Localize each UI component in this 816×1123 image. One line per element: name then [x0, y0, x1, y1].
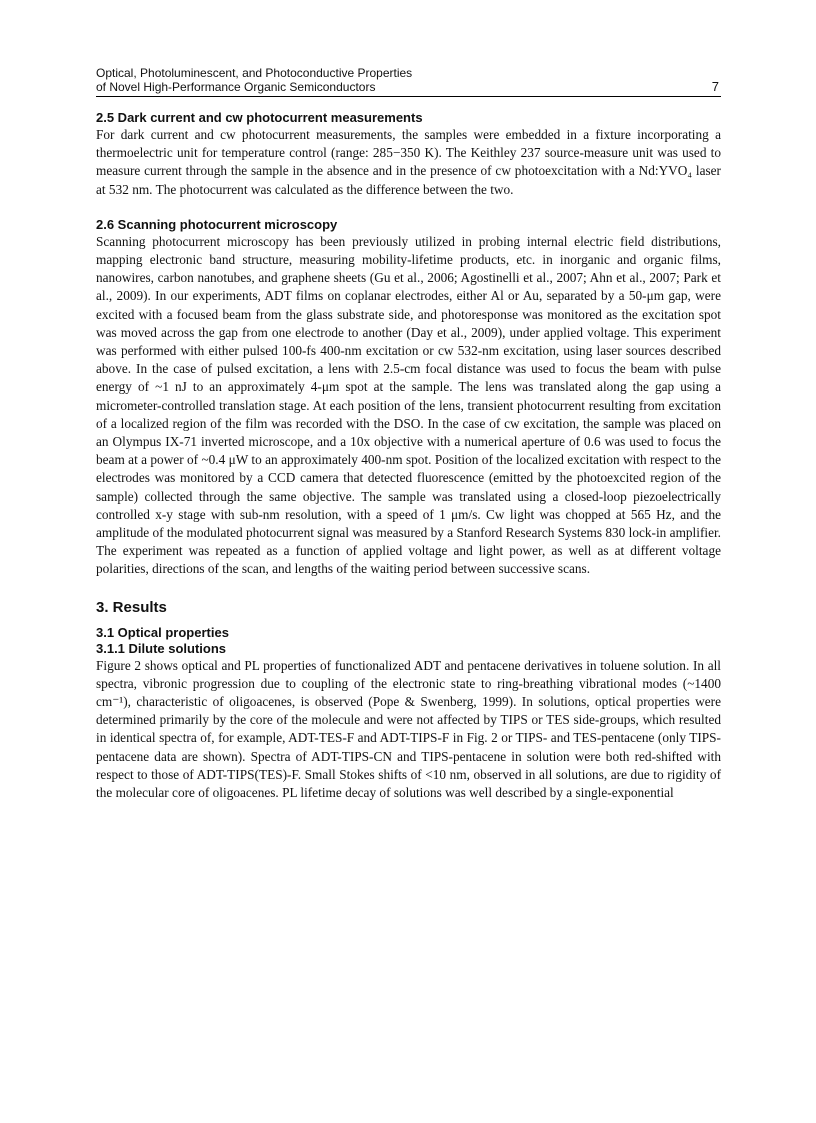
section-heading-2-6: 2.6 Scanning photocurrent microscopy — [96, 216, 338, 232]
running-title-line-1: Optical, Photoluminescent, and Photoconductive Properties — [96, 66, 413, 80]
paragraph-2-5: For dark current and cw photocurrent measurements, the samples were embedded in a fixture incorporating a thermoelectric unit for temperature control (range: 285−350 K). The Keithley 237 source-measure unit was used to measure current through the sample in the absence and in the presence of cw photoexcitation with a Nd:YVO₄ laser at 532 nm. The photocurrent was calculated as the difference between the two. — [96, 127, 721, 197]
page-number: 7 — [711, 79, 719, 94]
page — [96, 66, 721, 802]
running-header — [96, 66, 721, 97]
running-title — [96, 66, 721, 94]
running-title-line-2: of Novel High-Performance Organic Semiconductors — [96, 80, 376, 94]
section-heading-3: 3. Results — [96, 598, 167, 616]
paragraph-3-1-1: Figure 2 shows optical and PL properties of functionalized ADT and pentacene derivatives in toluene solution. In all spectra, vibronic progression due to coupling of the electronic state to ring-breathing vibrational modes (~1400 cm⁻¹), characteristic of oligoacenes, is observed (Pope & Swenberg, 1999). In solutions, optical properties were determined primarily by the core of the molecule and were not affected by TIPS or TES side-groups, which resulted in identical spectra of, for example, ADT-TES-F and ADT-TIPS-F in Fig. 2 or TIPS- and TES-pentacene (only TIPS-pentacene data are shown). Spectra of ADT-TIPS-CN and TIPS-pentacene in solution were both red-shifted with respect to those of ADT-TIPS(TES)-F. Small Stokes shifts of <10 nm, observed in all solutions, are due to rigidity of the molecular core of oligoacenes. PL lifetime decay of solutions was well described by a single-exponential — [96, 657, 721, 801]
paragraph-2-6: Scanning photocurrent microscopy has been previously utilized in probing internal electric field distributions, mapping electronic band structure, measuring mobility-lifetime products, etc. in inorganic and organic films, nanowires, carbon nanotubes, and graphene sheets (Gu et al., 2006; Agostinelli et al., 2007; Ahn et al., 2007; Park et al., 2009). In our experiments, ADT films on coplanar electrodes, either Al or Au, separated by a 50-μm gap, were excited with a focused beam from the glass substrate side, and photoresponse was monitored as the excitation spot was moved across the gap from one electrode to another (Day et al., 2009), under applied voltage. This experiment was performed with either pulsed 100-fs 400-nm excitation or cw 532-nm excitation, using laser sources described above. In the case of pulsed excitation, a lens with 2.5-cm focal distance was used to focus the beam with pulse energy of ~1 nJ to an approximately 4-μm spot at the sample. The lens was translated along the gap using a micrometer-controlled translation stage. At each position of the lens, transient photocurrent resulting from excitation of a localized region of the film was recorded with the DSO. In the case of cw excitation, the sample was placed on an Olympus IX-71 inverted microscope, and a 10x objective with a numerical aperture of 0.6 was used to focus the beam at a power of ~0.4 μW to an approximately 400-nm spot. Position of the localized excitation with respect to the electrodes was monitored by a CCD camera that detected fluorescence (emitted by the photoexcited region of the sample) collected through the same objective. The sample was translated using a closed-loop piezoelectrically controlled x-y stage with sub-nm resolution, with a speed of 1 μm/s. Cw light was chopped at 565 Hz, and the amplitude of the modulated photocurrent signal was measured by a Stanford Research Systems 830 lock-in amplifier. The experiment was repeated as a function of applied voltage and light power, as well as at different voltage polarities, directions of the scan, and lengths of the waiting period between successive scans. — [96, 233, 721, 577]
section-heading-3-1-1: 3.1.1 Dilute solutions — [96, 640, 227, 656]
section-heading-2-5: 2.5 Dark current and cw photocurrent measurements — [96, 110, 423, 125]
section-heading-3-1: 3.1 Optical properties — [96, 624, 229, 640]
